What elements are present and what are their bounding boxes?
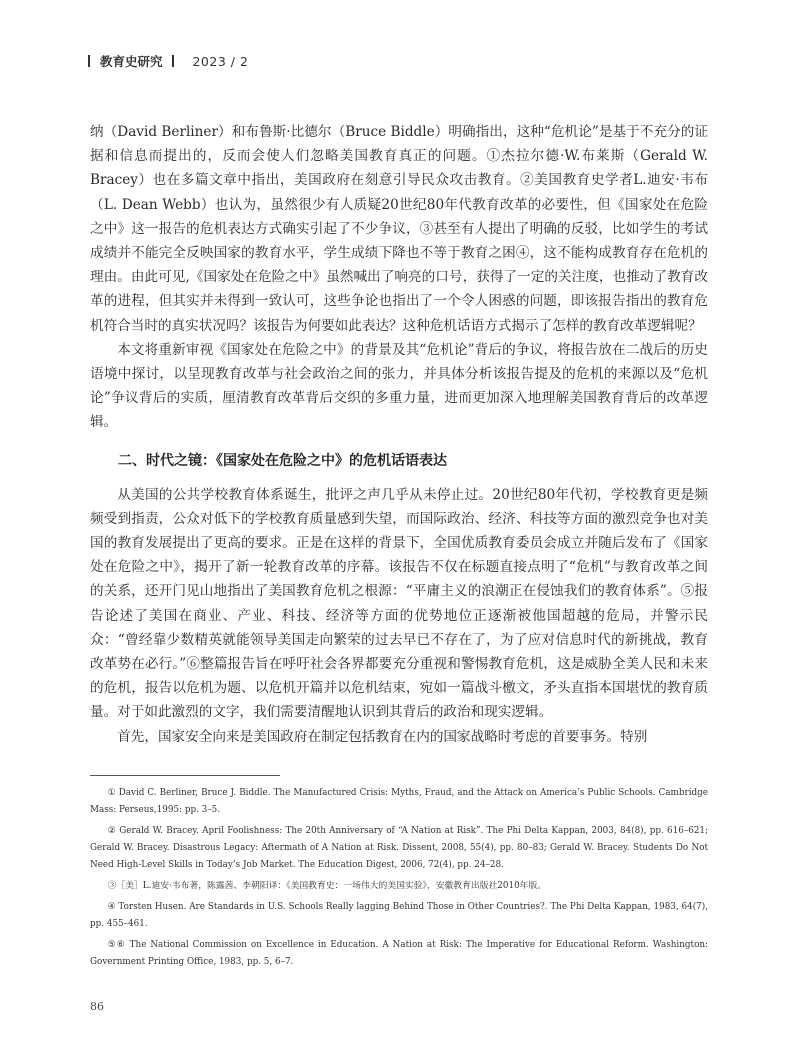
footnotes bbox=[90, 785, 708, 975]
footnote: ② Gerald W. Bracey. April Foolishness: The 20th Anniversary of “A Nation at Risk”. The Phi Delta Kappan, 2003, 84(8), pp. 616–621; Gerald W. Bracey. Disastrous Legacy: Aftermath of A Nation at Risk. Dissent, 2008, 55(4), pp. 80–83; Gerald W. Bracey. Students Do Not Need High-Level Skills in Today’s Job Market. The Education Digest, 2006, 72(4), pp. 24–28. bbox=[90, 826, 708, 870]
body-paragraph: 首先，国家安全向来是美国政府在制定包括教育在内的国家战略时考虑的首要事务。特别 bbox=[117, 728, 648, 745]
footnote: ⑤⑥ The National Commission on Excellence in Education. A Nation at Risk: The Imperative for Educational Reform. Washington: Government Printing Office, 1983, pp. 5, 6–7. bbox=[90, 940, 708, 967]
running-header bbox=[88, 52, 248, 70]
journal-title: 教育史研究 bbox=[99, 54, 163, 69]
article-body bbox=[90, 120, 708, 749]
footnote: ④ Torsten Husen. Are Standards in U.S. Schools Really lagging Behind Those in Other Countries?. The Phi Delta Kappan, 1983, 64(7), pp. 455–461. bbox=[90, 902, 708, 929]
footnote: ③［美］L.迪安·韦布著，陈露茜、李朝阳译：《美国教育史：一场伟大的美国实验》，安徽教育出版社2010年版。 bbox=[107, 881, 547, 891]
header-divider bbox=[88, 55, 90, 67]
body-paragraph: 从美国的公共学校教育体系诞生，批评之声几乎从未停止过。20世纪80年代初，学校教育更是频频受到指责，公众对低下的学校教育质量感到失望，而国际政治、经济、科技等方面的激烈竞争也对美国的教育发展提出了更高的要求。正是在这样的背景下，全国优质教育委员会成立并随后发布了《国家处在危险之中》，揭开了新一轮教育改革的序幕。该报告不仅在标题直接点明了“危机”与教育改革之间的关系，还开门见山地指出了美国教育危机之根源：“平庸主义的浪潮正在侵蚀我们的教育体系”。⑤报告论述了美国在商业、产业、科技、经济等方面的优势地位正逐渐被他国超越的危局，并警示民众：“曾经靠少数精英就能领导美国走向繁荣的过去早已不存在了，为了应对信息时代的新挑战，教育改革势在必行。”⑥整篇报告旨在呼吁社会各界都要充分重视和警惕教育危机，这是威胁全美人民和未来的危机，报告以危机为题、以危机开篇并以危机结束，宛如一篇战斗檄文，矛头直指本国堪忧的教育质量。对于如此激烈的文字，我们需要清醒地认识到其背后的政治和现实逻辑。 bbox=[90, 486, 708, 721]
section-heading: 二、时代之镜：《国家处在危险之中》的危机话语表达 bbox=[118, 452, 447, 469]
body-paragraph: 本文将重新审视《国家处在危险之中》的背景及其“危机论”背后的争议，将报告放在二战后的历史语境中探讨，以呈现教育改革与社会政治之间的张力，并具体分析该报告提及的危机的来源以及“危机论”争议背后的实质，厘清教育改革背后交织的多重力量，进而更加深入地理解美国教育背后的改革逻辑。 bbox=[90, 341, 708, 431]
issue-number: 2023 / 2 bbox=[192, 54, 249, 69]
page-number: 86 bbox=[90, 1000, 104, 1013]
body-paragraph: 纳（David Berliner）和布鲁斯·比德尔（Bruce Biddle）明确指出，这种“危机论”是基于不充分的证据和信息而提出的，反而会使人们忽略美国教育真正的问题。①杰拉尔德·W.布莱斯（Gerald W. Bracey）也在多篇文章中指出，美国政府在刻意引导民众攻击教育。②美国教育史学者L.迪安·韦布（L. Dean Webb）也认为，虽然很少有人质疑20世纪80年代教育改革的必要性，但《国家处在危险之中》这一报告的危机表达方式确实引起了不少争议，③甚至有人提出了明确的反驳，比如学生的考试成绩并不能完全反映国家的教育水平，学生成绩下降也不等于教育之困④，这不能构成教育存在危机的理由。由此可见,《国家处在危险之中》虽然喊出了响亮的口号，获得了一定的关注度，也推动了教育改革的进程，但其实并未得到一致认可，这些争论也指出了一个令人困惑的问题，即该报告指出的教育危机符合当时的真实状况吗？该报告为何要如此表达？这种危机话语方式揭示了怎样的教育改革逻辑呢？ bbox=[90, 124, 708, 334]
header-divider bbox=[172, 55, 174, 67]
footnote: ① David C. Berliner, Bruce J. Biddle. The Manufactured Crisis: Myths, Fraud, and the Attack on America’s Public Schools. Cambridge Mass: Perseus,1995: pp. 3–5. bbox=[90, 788, 708, 815]
footnote-separator bbox=[90, 775, 280, 776]
